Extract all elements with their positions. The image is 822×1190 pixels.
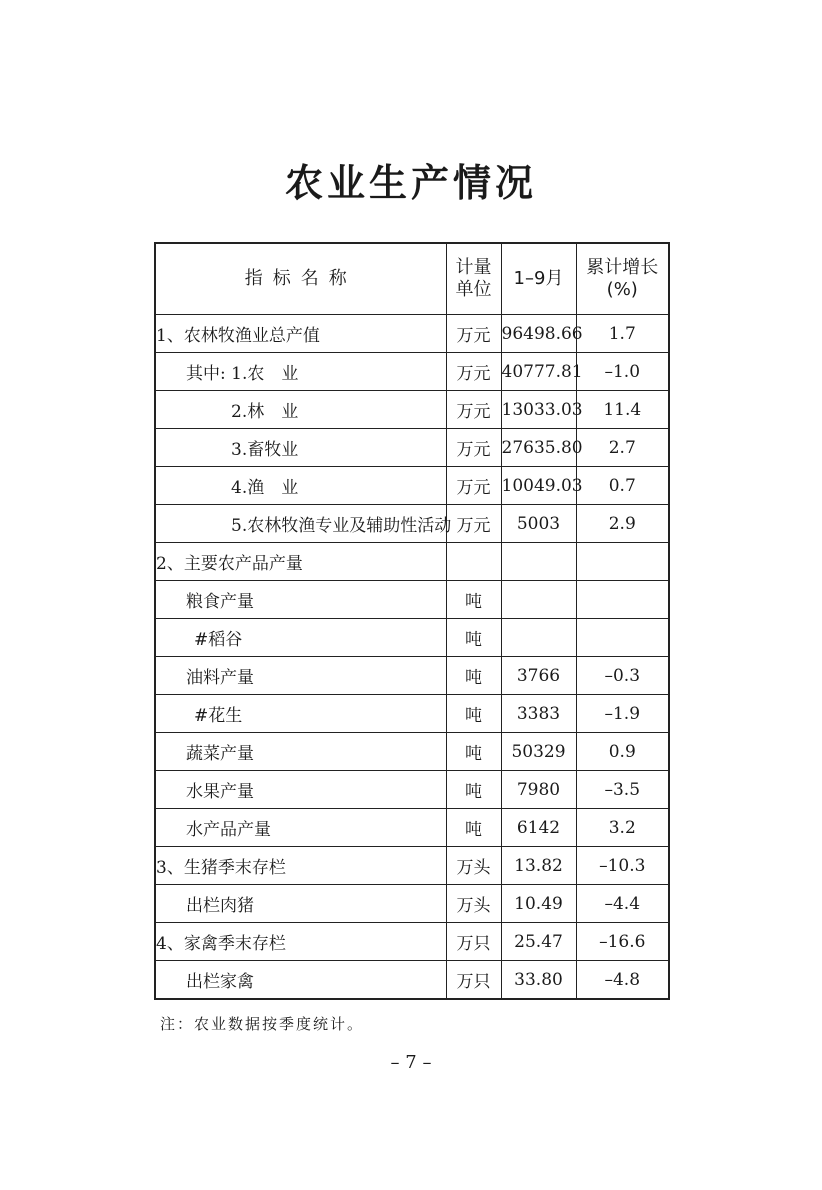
row-name: 4.渔 业 bbox=[155, 467, 446, 505]
table-row bbox=[155, 809, 669, 847]
row-value: 50329 bbox=[501, 733, 576, 771]
table-row bbox=[155, 733, 669, 771]
row-value: 33.80 bbox=[501, 961, 576, 1000]
row-name: 2、主要农产品产量 bbox=[155, 543, 446, 581]
row-value: 6142 bbox=[501, 809, 576, 847]
table-row bbox=[155, 695, 669, 733]
row-name: 3、生猪季末存栏 bbox=[155, 847, 446, 885]
header-indicator-name: 指标名称 bbox=[155, 243, 446, 315]
row-value: 13.82 bbox=[501, 847, 576, 885]
row-value: 40777.81 bbox=[501, 353, 576, 391]
row-growth: –0.3 bbox=[576, 657, 669, 695]
row-growth: 0.7 bbox=[576, 467, 669, 505]
row-value: 25.47 bbox=[501, 923, 576, 961]
table-footnote: 注：农业数据按季度统计。 bbox=[160, 1015, 365, 1033]
row-growth: –10.3 bbox=[576, 847, 669, 885]
row-growth: 1.7 bbox=[576, 315, 669, 353]
table-row bbox=[155, 923, 669, 961]
row-unit: 万元 bbox=[446, 429, 501, 467]
table-row bbox=[155, 391, 669, 429]
table-row bbox=[155, 657, 669, 695]
row-unit: 万元 bbox=[446, 353, 501, 391]
row-name: 蔬菜产量 bbox=[155, 733, 446, 771]
row-value: 10049.03 bbox=[501, 467, 576, 505]
row-name: 5.农林牧渔专业及辅助性活动 bbox=[155, 505, 446, 543]
row-name: #稻谷 bbox=[155, 619, 446, 657]
row-unit: 万元 bbox=[446, 505, 501, 543]
row-growth bbox=[576, 543, 669, 581]
table-row bbox=[155, 353, 669, 391]
row-name: 3.畜牧业 bbox=[155, 429, 446, 467]
row-value: 3766 bbox=[501, 657, 576, 695]
row-value bbox=[501, 581, 576, 619]
row-value: 13033.03 bbox=[501, 391, 576, 429]
page-title: 农业生产情况 bbox=[284, 160, 537, 205]
row-unit: 吨 bbox=[446, 657, 501, 695]
header-unit-line1: 计量 bbox=[455, 257, 492, 278]
row-unit: 吨 bbox=[446, 619, 501, 657]
header-unit bbox=[446, 243, 501, 315]
row-name: 水产品产量 bbox=[155, 809, 446, 847]
table-row bbox=[155, 885, 669, 923]
row-growth: 2.9 bbox=[576, 505, 669, 543]
row-unit: 吨 bbox=[446, 695, 501, 733]
header-unit-line2: 单位 bbox=[455, 279, 492, 300]
row-unit: 吨 bbox=[446, 771, 501, 809]
row-growth: –3.5 bbox=[576, 771, 669, 809]
table-row bbox=[155, 543, 669, 581]
row-name: 粮食产量 bbox=[155, 581, 446, 619]
row-growth: –16.6 bbox=[576, 923, 669, 961]
table-row bbox=[155, 467, 669, 505]
header-growth-line1: 累计增长 bbox=[586, 257, 659, 278]
agriculture-stats-table bbox=[154, 242, 670, 1000]
header-growth-line2: (%) bbox=[606, 279, 638, 300]
header-growth bbox=[576, 243, 669, 315]
row-unit: 万只 bbox=[446, 923, 501, 961]
row-name: 水果产量 bbox=[155, 771, 446, 809]
row-unit: 万头 bbox=[446, 847, 501, 885]
table-header-row bbox=[155, 243, 669, 315]
row-value: 5003 bbox=[501, 505, 576, 543]
row-value: 96498.66 bbox=[501, 315, 576, 353]
row-unit: 万元 bbox=[446, 467, 501, 505]
row-value bbox=[501, 543, 576, 581]
row-value: 10.49 bbox=[501, 885, 576, 923]
table-row bbox=[155, 619, 669, 657]
table-row bbox=[155, 771, 669, 809]
row-name: 出栏肉猪 bbox=[155, 885, 446, 923]
row-name: 4、家禽季末存栏 bbox=[155, 923, 446, 961]
row-unit: 万元 bbox=[446, 391, 501, 429]
row-growth: 2.7 bbox=[576, 429, 669, 467]
row-growth: –4.4 bbox=[576, 885, 669, 923]
row-unit: 万头 bbox=[446, 885, 501, 923]
table-row bbox=[155, 315, 669, 353]
table-row bbox=[155, 429, 669, 467]
row-name: 1、农林牧渔业总产值 bbox=[155, 315, 446, 353]
row-name: 油料产量 bbox=[155, 657, 446, 695]
row-unit: 吨 bbox=[446, 581, 501, 619]
page-number: – 7 – bbox=[390, 1052, 432, 1073]
row-unit: 万元 bbox=[446, 315, 501, 353]
row-unit bbox=[446, 543, 501, 581]
row-value: 27635.80 bbox=[501, 429, 576, 467]
table-row bbox=[155, 581, 669, 619]
row-value bbox=[501, 619, 576, 657]
table-row bbox=[155, 847, 669, 885]
row-value: 7980 bbox=[501, 771, 576, 809]
row-growth: 0.9 bbox=[576, 733, 669, 771]
table-row bbox=[155, 505, 669, 543]
row-name: 2.林 业 bbox=[155, 391, 446, 429]
row-name: #花生 bbox=[155, 695, 446, 733]
row-name: 其中: 1.农 业 bbox=[155, 353, 446, 391]
row-growth: –1.0 bbox=[576, 353, 669, 391]
header-period: 1–9月 bbox=[501, 243, 576, 315]
row-value: 3383 bbox=[501, 695, 576, 733]
row-growth bbox=[576, 581, 669, 619]
row-unit: 万只 bbox=[446, 961, 501, 1000]
row-name: 出栏家禽 bbox=[155, 961, 446, 1000]
row-growth: 11.4 bbox=[576, 391, 669, 429]
row-growth: –4.8 bbox=[576, 961, 669, 1000]
row-unit: 吨 bbox=[446, 733, 501, 771]
row-growth: 3.2 bbox=[576, 809, 669, 847]
row-growth: –1.9 bbox=[576, 695, 669, 733]
table-row bbox=[155, 961, 669, 1000]
row-unit: 吨 bbox=[446, 809, 501, 847]
row-growth bbox=[576, 619, 669, 657]
